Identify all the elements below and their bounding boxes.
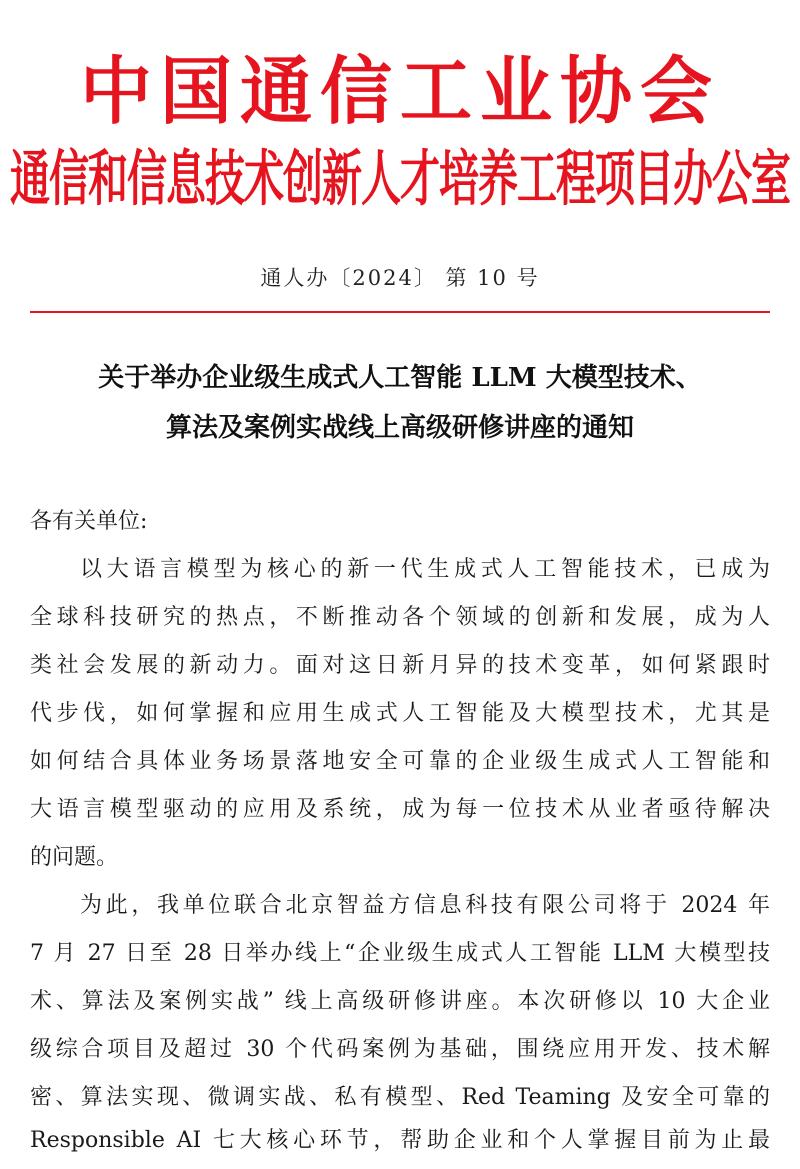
header-red-divider (30, 311, 770, 313)
paragraph-2-line: 术、算法及案例实战” 线上高级研修讲座。本次研修以 10 大企业 (30, 989, 770, 1014)
paragraph-1-line: 大语言模型驱动的应用及系统，成为每一位技术从业者亟待解决 (30, 797, 770, 822)
paragraph-1-line: 全球科技研究的热点，不断推动各个领域的创新和发展，成为人 (30, 605, 770, 630)
paragraph-1-line: 代步伐，如何掌握和应用生成式人工智能及大模型技术，尤其是 (30, 701, 770, 726)
notice-title-line-1: 关于举办企业级生成式人工智能 LLM 大模型技术、 (98, 363, 702, 393)
document-number: 通人办〔2024〕 第 10 号 (260, 266, 540, 290)
paragraph-2-line: 7 月 27 日至 28 日举办线上“企业级生成式人工智能 LLM 大模型技 (30, 941, 770, 966)
paragraph-2-line: 级综合项目及超过 30 个代码案例为基础，围绕应用开发、技术解 (30, 1037, 770, 1062)
notice-title-line-2: 算法及案例实战线上高级研修讲座的通知 (165, 413, 634, 443)
paragraph-2-line: Responsible AI 七大核心环节，帮助企业和个人掌握目前为止最 (30, 1128, 770, 1153)
paragraph-1-line: 如何结合具体业务场景落地安全可靠的企业级生成式人工智能和 (30, 749, 770, 774)
paragraph-1-line: 类社会发展的新动力。面对这日新月异的技术变革，如何紧跟时 (30, 653, 770, 678)
paragraph-1-line: 的问题。 (30, 845, 119, 870)
paragraph-1-line: 以大语言模型为核心的新一代生成式人工智能技术，已成为 (80, 557, 770, 582)
paragraph-2-line: 密、算法实现、微调实战、私有模型、Red Teaming 及安全可靠的 (30, 1085, 770, 1110)
paragraph-2-line: 为此，我单位联合北京智益方信息科技有限公司将于 2024 年 (80, 893, 770, 918)
issuing-organization-name: 中国通信工业协会 (79, 47, 720, 134)
salutation: 各有关单位: (30, 509, 148, 534)
issuing-office-name: 通信和信息技术创新人才培养工程项目办公室 (10, 145, 790, 215)
